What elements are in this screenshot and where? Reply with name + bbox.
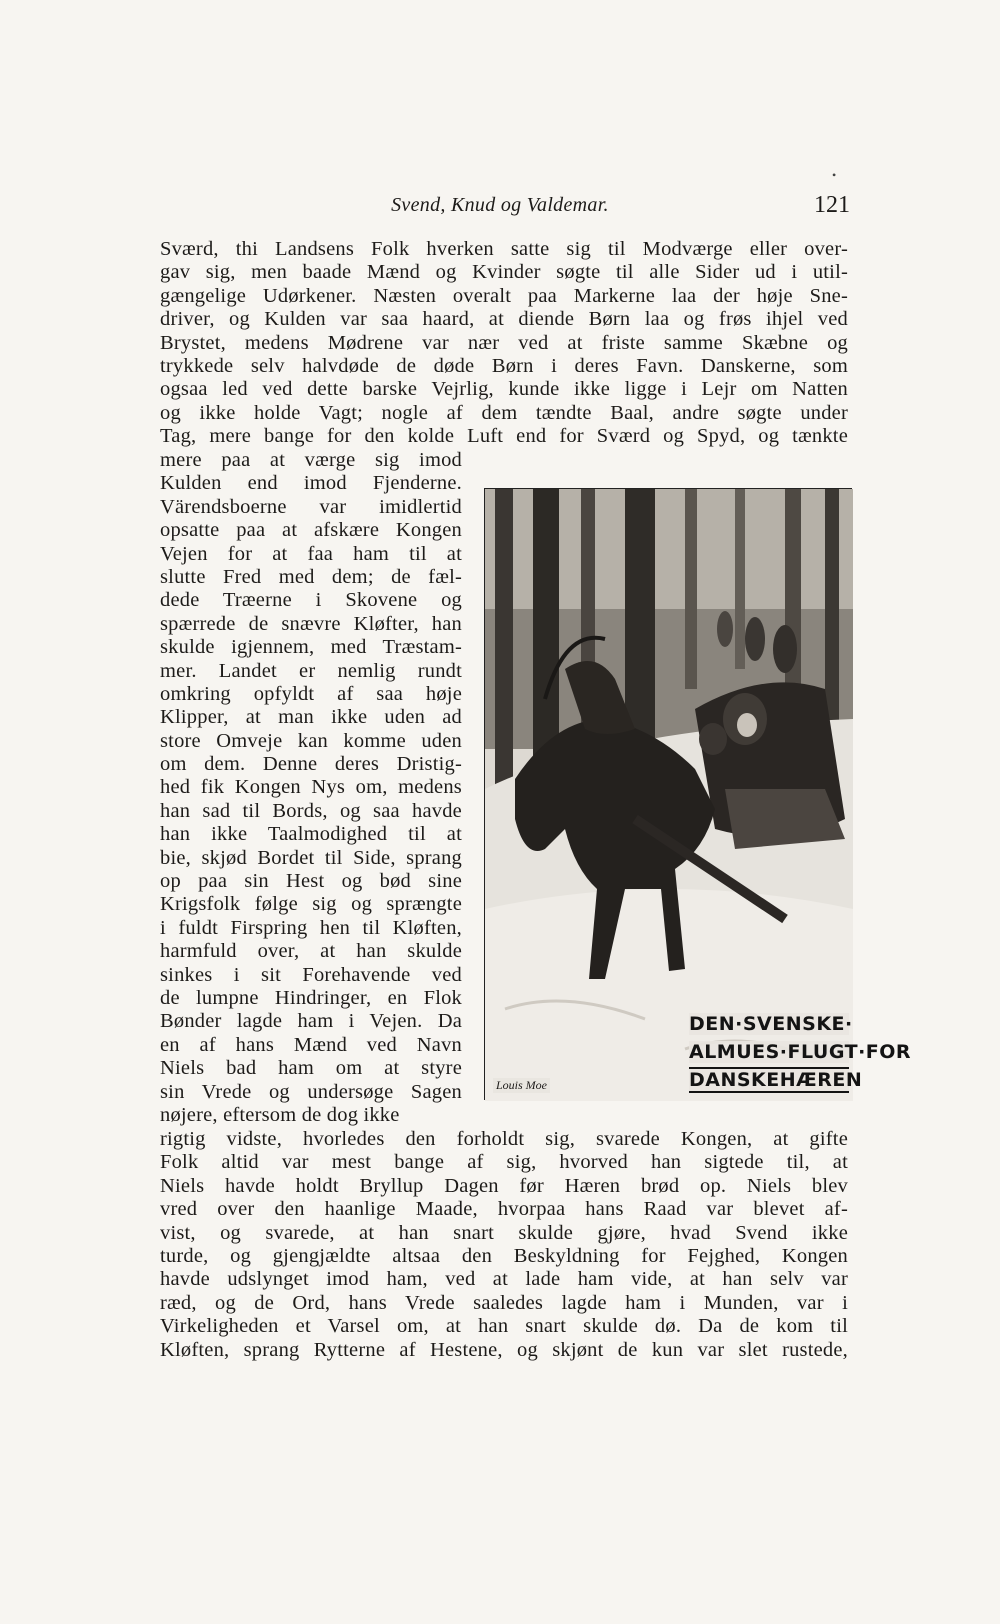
text-line: de lumpne Hindringer, en Flok bbox=[160, 986, 462, 1009]
text-line: Tag, mere bange for den kolde Luft end for Sværd og Spyd, og tænkte bbox=[160, 425, 848, 448]
text-line: Niels bad ham om at styre bbox=[160, 1057, 462, 1080]
text-line: han sad til Bords, og saa havde bbox=[160, 799, 462, 822]
walking-figure bbox=[717, 611, 733, 647]
winter-flight-scene bbox=[485, 489, 912, 1101]
text-line: opsatte paa at afskære Kongen bbox=[160, 519, 462, 542]
illustration-caption-line: ALMUES·FLUGT·FOR bbox=[689, 1041, 912, 1063]
text-line: Sværd, thi Landsens Folk hverken satte sig til Modværge eller over- bbox=[160, 238, 848, 260]
walking-figure bbox=[745, 617, 765, 661]
text-line: driver, og Kulden var saa haard, at diende Børn laa og frøs ihjel ved bbox=[160, 308, 848, 331]
text-line: omkring opfyldt af saa høje bbox=[160, 682, 462, 705]
walking-figure bbox=[773, 625, 797, 673]
page-number: 121 bbox=[814, 192, 850, 218]
tree-trunk bbox=[825, 489, 839, 729]
tree-trunk bbox=[495, 489, 513, 789]
text-line: store Omveje kan komme uden bbox=[160, 729, 462, 752]
text-line: hed fik Kongen Nys om, medens bbox=[160, 776, 462, 799]
text-line: spærrede de snævre Kløfter, han bbox=[160, 612, 462, 635]
text-line: Folk altid var mest bange af sig, hvorved han sigtede til, at bbox=[160, 1151, 848, 1174]
running-title: Svend, Knud og Valdemar. bbox=[391, 194, 609, 216]
text-line: rigtig vidste, hvorledes den forholdt sig, svarede Kongen, at gifte bbox=[160, 1128, 848, 1150]
text-line: sinkes i sit Forehavende ved bbox=[160, 963, 462, 986]
text-line: og ikke holde Vagt; nogle af dem tændte Baal, andre søgte under bbox=[160, 401, 848, 424]
text-line: dede Træerne i Skovene og bbox=[160, 589, 462, 612]
text-line: gængelige Udørkener. Næsten overalt paa Markerne laa der høje Sne- bbox=[160, 284, 848, 307]
text-line: han ikke Taalmodighed til at bbox=[160, 823, 462, 846]
body-text-bottom bbox=[160, 1128, 848, 1362]
text-line: op paa sin Hest og bød sine bbox=[160, 870, 462, 893]
text-line: Krigsfolk følge sig og sprængte bbox=[160, 893, 462, 916]
text-line: en af hans Mænd ved Navn bbox=[160, 1033, 462, 1056]
text-line: vred over den haanlige Maade, hvorpaa hans Raad var blevet af- bbox=[160, 1198, 848, 1221]
text-line: i fuldt Firspring hen til Kløften, bbox=[160, 916, 462, 939]
text-line: harmfuld over, at han skulde bbox=[160, 940, 462, 963]
illustration-caption-line: DANSKEHÆREN bbox=[689, 1069, 863, 1091]
text-line: Klipper, at man ikke uden ad bbox=[160, 706, 462, 729]
page-header bbox=[150, 192, 850, 226]
text-line: sin Vrede og undersøge Sagen bbox=[160, 1080, 462, 1103]
text-line: mer. Landet er nemlig rundt bbox=[160, 659, 462, 682]
text-line: slutte Fred med dem; de fæl- bbox=[160, 565, 462, 588]
text-line: Virkeligheden et Varsel om, at han snart skulde dø. Da de kom til bbox=[160, 1315, 848, 1338]
text-line: Bønder lagde ham i Vejen. Da bbox=[160, 1010, 462, 1033]
text-line: Värendsboerne var imidlertid bbox=[160, 495, 462, 518]
text-line: havde udslynget imod ham, ved at lade ham vide, at han selv var bbox=[160, 1268, 848, 1291]
text-line: vist, og svarede, at han snart skulde gjøre, hvad Svend ikke bbox=[160, 1221, 848, 1244]
text-line: om dem. Denne deres Dristig- bbox=[160, 753, 462, 776]
text-line: turde, og gjengjældte altsaa den Beskyldning for Fejghed, Kongen bbox=[160, 1244, 848, 1267]
speck-mark: • bbox=[832, 168, 837, 182]
tree-trunk bbox=[685, 489, 697, 689]
illustration bbox=[484, 488, 912, 1100]
text-line: Kløften, sprang Rytterne af Hestene, og skjønt de kun var slet rustede, bbox=[160, 1338, 848, 1361]
text-line: skulde igjennem, med Træstam- bbox=[160, 636, 462, 659]
text-line: ræd, og de Ord, hans Vrede saaledes lagde ham i Munden, var i bbox=[160, 1291, 848, 1314]
text-line: gav sig, men baade Mænd og Kvinder søgte til alle Sider ud i util- bbox=[160, 261, 848, 284]
text-line: Brystet, medens Mødrene var nær ved at friste samme Skæbne og bbox=[160, 331, 848, 354]
text-line: Kulden end imod Fjenderne. bbox=[160, 472, 462, 495]
text-line: nøjere, eftersom de dog ikke bbox=[160, 1103, 400, 1126]
text-line: bie, skjød Bordet til Side, sprang bbox=[160, 846, 462, 869]
illustration-caption-line: DEN·SVENSKE· bbox=[689, 1013, 853, 1035]
text-line: ogsaa led ved dette barske Vejrlig, kunde ikke ligge i Lejr om Natten bbox=[160, 378, 848, 401]
text-line: Niels havde holdt Bryllup Dagen før Hæren brød op. Niels blev bbox=[160, 1174, 848, 1197]
sledge bbox=[725, 789, 845, 849]
body-text-column bbox=[160, 449, 462, 1127]
text-line: mere paa at værge sig imod bbox=[160, 449, 462, 471]
body-text-top bbox=[160, 238, 848, 449]
text-line: Vejen for at faa ham til at bbox=[160, 542, 462, 565]
artist-signature: Louis Moe bbox=[493, 1078, 550, 1093]
text-line: trykkede selv halvdøde de døde Børn i deres Favn. Danskerne, som bbox=[160, 354, 848, 377]
tree-trunk bbox=[735, 489, 745, 669]
